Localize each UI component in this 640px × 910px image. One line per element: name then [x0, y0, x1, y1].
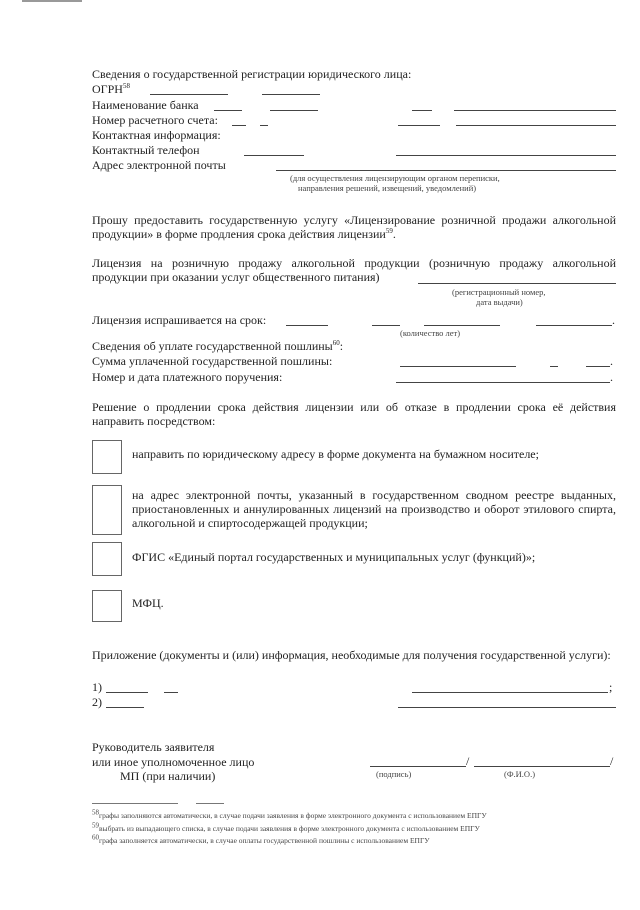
bank-field-b[interactable] — [270, 110, 318, 111]
footnote-59: $^{59}$выбрать из выпадающего списка, в случае подачи заявления в форме электронного документа с использованием ЕПГУ — [92, 821, 480, 833]
signature-slash-1: / — [466, 754, 470, 768]
term-field-d[interactable] — [536, 325, 612, 326]
bank-field-a[interactable] — [214, 110, 242, 111]
attachment-item-2-label: 2) — [92, 695, 102, 709]
request-text: Прошу предоставить государственную услугу «Лицензирование розничной продажи алкогольной продукции» в форме продления срока действия лицензии$^{59}$. — [92, 213, 616, 241]
payment-order-field[interactable] — [396, 382, 610, 383]
option-paper-checkbox[interactable] — [92, 440, 122, 474]
contact-label: Контактная информация: — [92, 128, 221, 142]
account-label: Номер расчетного счета: — [92, 113, 218, 127]
license-text: Лицензия на розничную продажу алкогольной продукции (розничную продажу алкогольной продукции при оказании услуг общественного питания) — [92, 256, 616, 284]
signature-note: (подпись) — [376, 769, 412, 779]
bank-field-c[interactable] — [412, 110, 432, 111]
scan-artifact — [22, 0, 82, 2]
payment-order-end: . — [610, 370, 613, 384]
bank-label: Наименование банка — [92, 98, 199, 112]
account-field-c[interactable] — [398, 125, 440, 126]
term-note: (количество лет) — [400, 328, 461, 338]
stamp-label: МП (при наличии) — [120, 769, 216, 783]
registration-heading: Сведения о государственной регистрации юридического лица: — [92, 67, 412, 81]
email-label: Адрес электронной почты — [92, 158, 226, 172]
footnote-58: $^{58}$графы заполняются автоматически, в случае подачи заявления в форме электронного документа с использованием ЕПГУ — [92, 808, 487, 820]
option-email-checkbox[interactable] — [92, 485, 122, 535]
signer-line-2: или иное уполномоченное лицо — [92, 755, 255, 769]
payment-sum-label: Сумма уплаченной государственной пошлины: — [92, 354, 333, 368]
attachment-item-1-end: ; — [609, 680, 613, 694]
ogrn-field[interactable] — [150, 94, 228, 95]
option-epgu-label: ФГИС «Единый портал государственных и муниципальных услуг (функций)»; — [132, 550, 536, 564]
decision-text: Решение о продлении срока действия лицензии или об отказе в продлении срока её действия направить посредством: — [92, 400, 616, 428]
footnote-separator — [92, 803, 178, 804]
term-end: . — [612, 313, 615, 327]
payment-heading: Сведения об уплате государственной пошлины$^{60}$: — [92, 339, 344, 353]
phone-label: Контактный телефон — [92, 143, 200, 157]
account-field-b[interactable] — [260, 125, 268, 126]
term-label: Лицензия испрашивается на срок: — [92, 313, 267, 327]
option-epgu-checkbox[interactable] — [92, 542, 122, 576]
signature-field[interactable] — [370, 766, 466, 767]
license-note-2: дата выдачи) — [476, 297, 523, 307]
email-note-1: (для осуществления лицензирующим органом переписки, — [290, 173, 500, 183]
email-note-2: направления решений, извещений, уведомлений) — [298, 183, 477, 193]
ogrn-field-2[interactable] — [262, 94, 320, 95]
option-email-label: на адрес электронной почты, указанный в государственном сводном реестре выданных, приостановленных и аннулированных лицензий на производство и оборот этилового спирта, алкогольной и спиртосодержащей продукции; — [132, 488, 616, 530]
payment-sum-field-a[interactable] — [400, 366, 516, 367]
phone-field-a[interactable] — [244, 155, 304, 156]
account-field-d[interactable] — [456, 125, 616, 126]
footnote-separator-2 — [196, 803, 224, 804]
phone-field-b[interactable] — [396, 155, 616, 156]
option-paper-label: направить по юридическому адресу в форме документа на бумажном носителе; — [132, 447, 539, 461]
payment-sum-field-b[interactable] — [550, 366, 558, 367]
bank-field-d[interactable] — [454, 110, 616, 111]
payment-sum-field-c[interactable] — [586, 366, 610, 367]
term-field-a[interactable] — [286, 325, 328, 326]
email-field[interactable] — [276, 170, 616, 171]
fio-note: (Ф.И.О.) — [504, 769, 536, 779]
footnote-60: $^{60}$графа заполняется автоматически, в случае оплаты государственной пошлины с использованием ЕПГУ — [92, 833, 430, 845]
attachment-item-1-field-a[interactable] — [106, 692, 148, 693]
account-field-a[interactable] — [232, 125, 246, 126]
payment-sum-end: . — [610, 354, 613, 368]
license-number-field[interactable] — [418, 283, 616, 284]
attachment-item-2-field-b[interactable] — [398, 707, 616, 708]
ogrn-label: ОГРН$^{58}$ — [92, 82, 130, 96]
payment-order-label: Номер и дата платежного поручения: — [92, 370, 283, 384]
fio-field[interactable] — [474, 766, 610, 767]
signature-slash-2: / — [610, 754, 614, 768]
attachment-item-1-field-b[interactable] — [164, 692, 178, 693]
license-note-1: (регистрационный номер, — [452, 287, 546, 297]
option-mfc-checkbox[interactable] — [92, 590, 122, 622]
term-field-c[interactable] — [424, 325, 500, 326]
term-field-b[interactable] — [372, 325, 400, 326]
attachment-item-2-field-a[interactable] — [106, 707, 144, 708]
attachments-text: Приложение (документы и (или) информация, необходимые для получения государственной услуги): — [92, 648, 611, 662]
attachment-item-1-field-c[interactable] — [412, 692, 608, 693]
option-mfc-label: МФЦ. — [132, 596, 164, 610]
attachment-item-1-label: 1) — [92, 680, 102, 694]
signer-line-1: Руководитель заявителя — [92, 740, 215, 754]
